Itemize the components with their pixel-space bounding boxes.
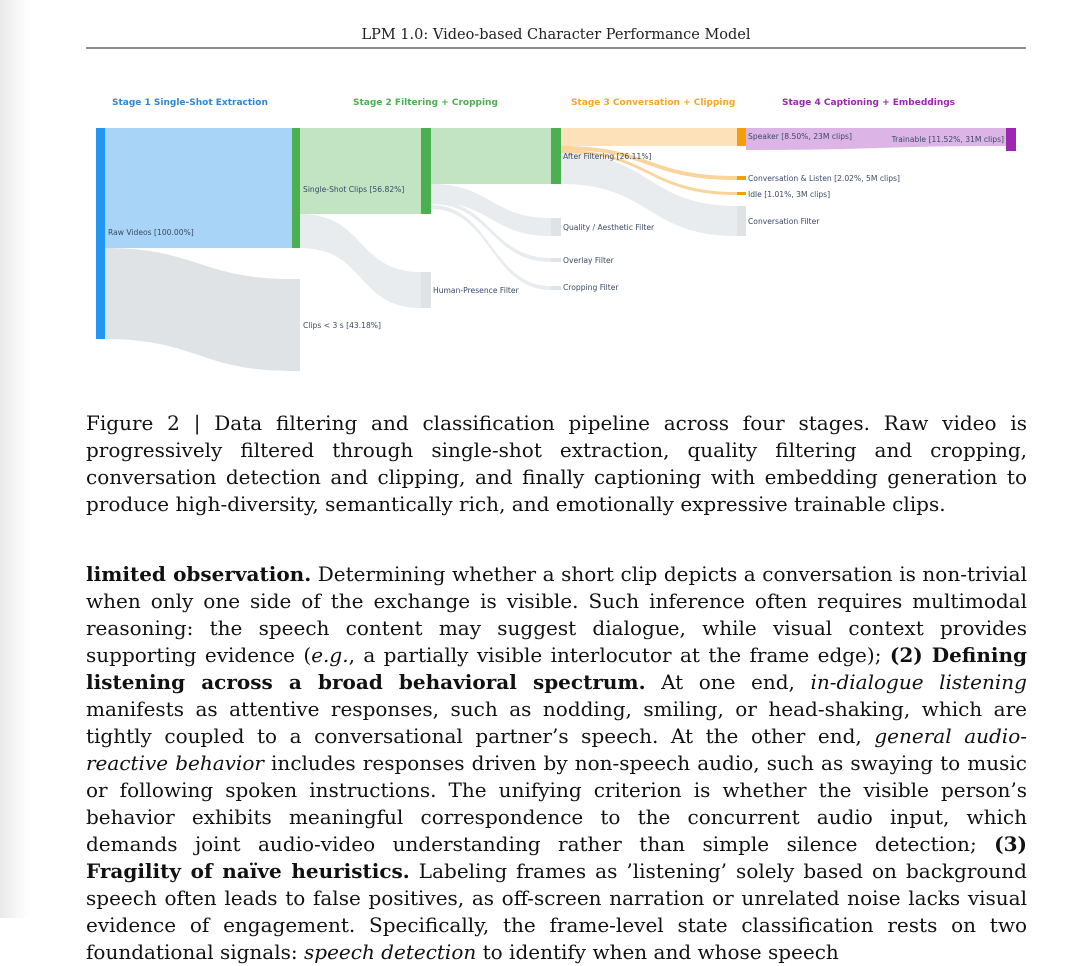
label-raw-videos: Raw Videos [100.00%] bbox=[108, 228, 194, 237]
node-conversation-listen bbox=[737, 176, 746, 180]
node-single-shot-clips bbox=[292, 128, 300, 248]
node-human-presence bbox=[421, 272, 431, 308]
bold-limited-observation: limited observation. bbox=[86, 562, 312, 586]
body-text-6: Labeling frames as ’listening’ solely based on background speech often leads to false positives, as off-screen narration or unrelated noise lacks visual evidence of engagement. Specifically, the frame-level state classification rests on two foundational signals: bbox=[86, 859, 1027, 964]
link-single-shot-to-stage2 bbox=[300, 128, 421, 214]
label-overlay-filter: Overlay Filter bbox=[563, 256, 614, 265]
body-text-4: manifests as attentive responses, such as nodding, smiling, or head-shaking, which are tightly coupled to a conversational partner’s speech. At the other end, bbox=[86, 697, 1027, 748]
sankey-diagram bbox=[86, 86, 1026, 386]
label-quality-filter: Quality / Aesthetic Filter bbox=[563, 223, 655, 232]
link-after-filtering-to-speaker bbox=[561, 128, 737, 146]
node-raw-videos bbox=[96, 128, 105, 339]
stage-2-title: Stage 2 Filtering + Cropping bbox=[353, 98, 498, 108]
running-header: LPM 1.0: Video-based Character Performance Model bbox=[361, 27, 751, 43]
page-edge-shadow bbox=[0, 0, 30, 918]
body-text-2: , a partially visible interlocutor at the frame edge); bbox=[348, 643, 890, 667]
bold-defining-listening: (2) Defining listening across a broad behavioral spectrum. bbox=[86, 643, 1028, 694]
italic-in-dialogue-listening: in-dialogue listening bbox=[810, 670, 1027, 694]
node-trainable bbox=[1006, 128, 1016, 151]
figure-caption bbox=[86, 410, 1027, 518]
stage-4-title: Stage 4 Captioning + Embeddings bbox=[782, 98, 956, 108]
body-text-1: Determining whether a short clip depicts a conversation is non-trivial when only one side of the exchange is visible. Such inference often requires multimodal reasoning: the speech content may suggest dialogue, while visual context provides supporting evidence ( bbox=[86, 562, 1027, 667]
label-cropping-filter: Cropping Filter bbox=[563, 283, 619, 292]
bold-fragility-heuristics: (3) Fragility of naïve heuristics. bbox=[86, 832, 1027, 883]
italic-general-audio-reactive: general audio-reactive behavior bbox=[86, 724, 1027, 775]
body-text-7: to identify when and whose speech bbox=[476, 940, 839, 964]
body-text-5: includes responses driven by non-speech audio, such as swaying to music or following spoken instructions. The unifying criterion is whether the visible person’s behavior exhibits meaningful correspondence to the concurrent audio input, which demands joint audio-video understanding rather than simple silence detection; bbox=[86, 751, 1027, 856]
body-text-3: At one end, bbox=[645, 670, 811, 694]
label-speaker: Speaker [8.50%, 23M clips] bbox=[748, 132, 852, 141]
node-quality-filter bbox=[551, 218, 561, 236]
header-rule bbox=[86, 47, 1026, 49]
italic-speech-detection: speech detection bbox=[304, 940, 477, 964]
label-trainable: Trainable [11.52%, 31M clips] bbox=[891, 135, 1004, 144]
node-conversation-filter bbox=[737, 206, 746, 236]
label-conversation-listen: Conversation & Listen [2.02%, 5M clips] bbox=[748, 174, 900, 183]
node-speaker bbox=[737, 128, 746, 146]
label-human-presence: Human-Presence Filter bbox=[433, 286, 519, 295]
caption-text: Data filtering and classification pipeline across four stages. Raw video is progressively filtered through single-shot extraction, quality filtering and cropping, conversation detection and clipping, and finally captioning with embedding generation to produce high-diversity, semantically rich, and emotionally expressive trainable clips. bbox=[86, 411, 1028, 516]
node-cropping-filter bbox=[551, 286, 561, 290]
node-idle bbox=[737, 192, 746, 195]
body-italic-eg: e.g. bbox=[311, 643, 349, 667]
label-single-shot-clips: Single-Shot Clips [56.82%] bbox=[303, 185, 405, 194]
node-after-filtering bbox=[551, 128, 561, 184]
caption-label: Figure 2 | bbox=[86, 411, 215, 435]
stage-3-title: Stage 3 Conversation + Clipping bbox=[571, 98, 736, 108]
label-after-filtering: After Filtering [26.11%] bbox=[563, 152, 652, 161]
node-clips-short bbox=[292, 279, 300, 371]
link-raw-to-short-clips bbox=[105, 248, 292, 371]
node-stage2-filter bbox=[421, 128, 431, 214]
body-paragraph bbox=[86, 561, 1027, 966]
stage-1-title: Stage 1 Single-Shot Extraction bbox=[112, 98, 268, 108]
node-overlay-filter bbox=[551, 258, 561, 262]
label-conversation-filter: Conversation Filter bbox=[748, 217, 820, 226]
link-single-shot-to-human-presence bbox=[300, 214, 421, 308]
label-clips-short: Clips < 3 s [43.18%] bbox=[303, 321, 381, 330]
label-idle: Idle [1.01%, 3M clips] bbox=[748, 190, 831, 199]
link-stage2-to-after-filtering bbox=[431, 128, 551, 184]
